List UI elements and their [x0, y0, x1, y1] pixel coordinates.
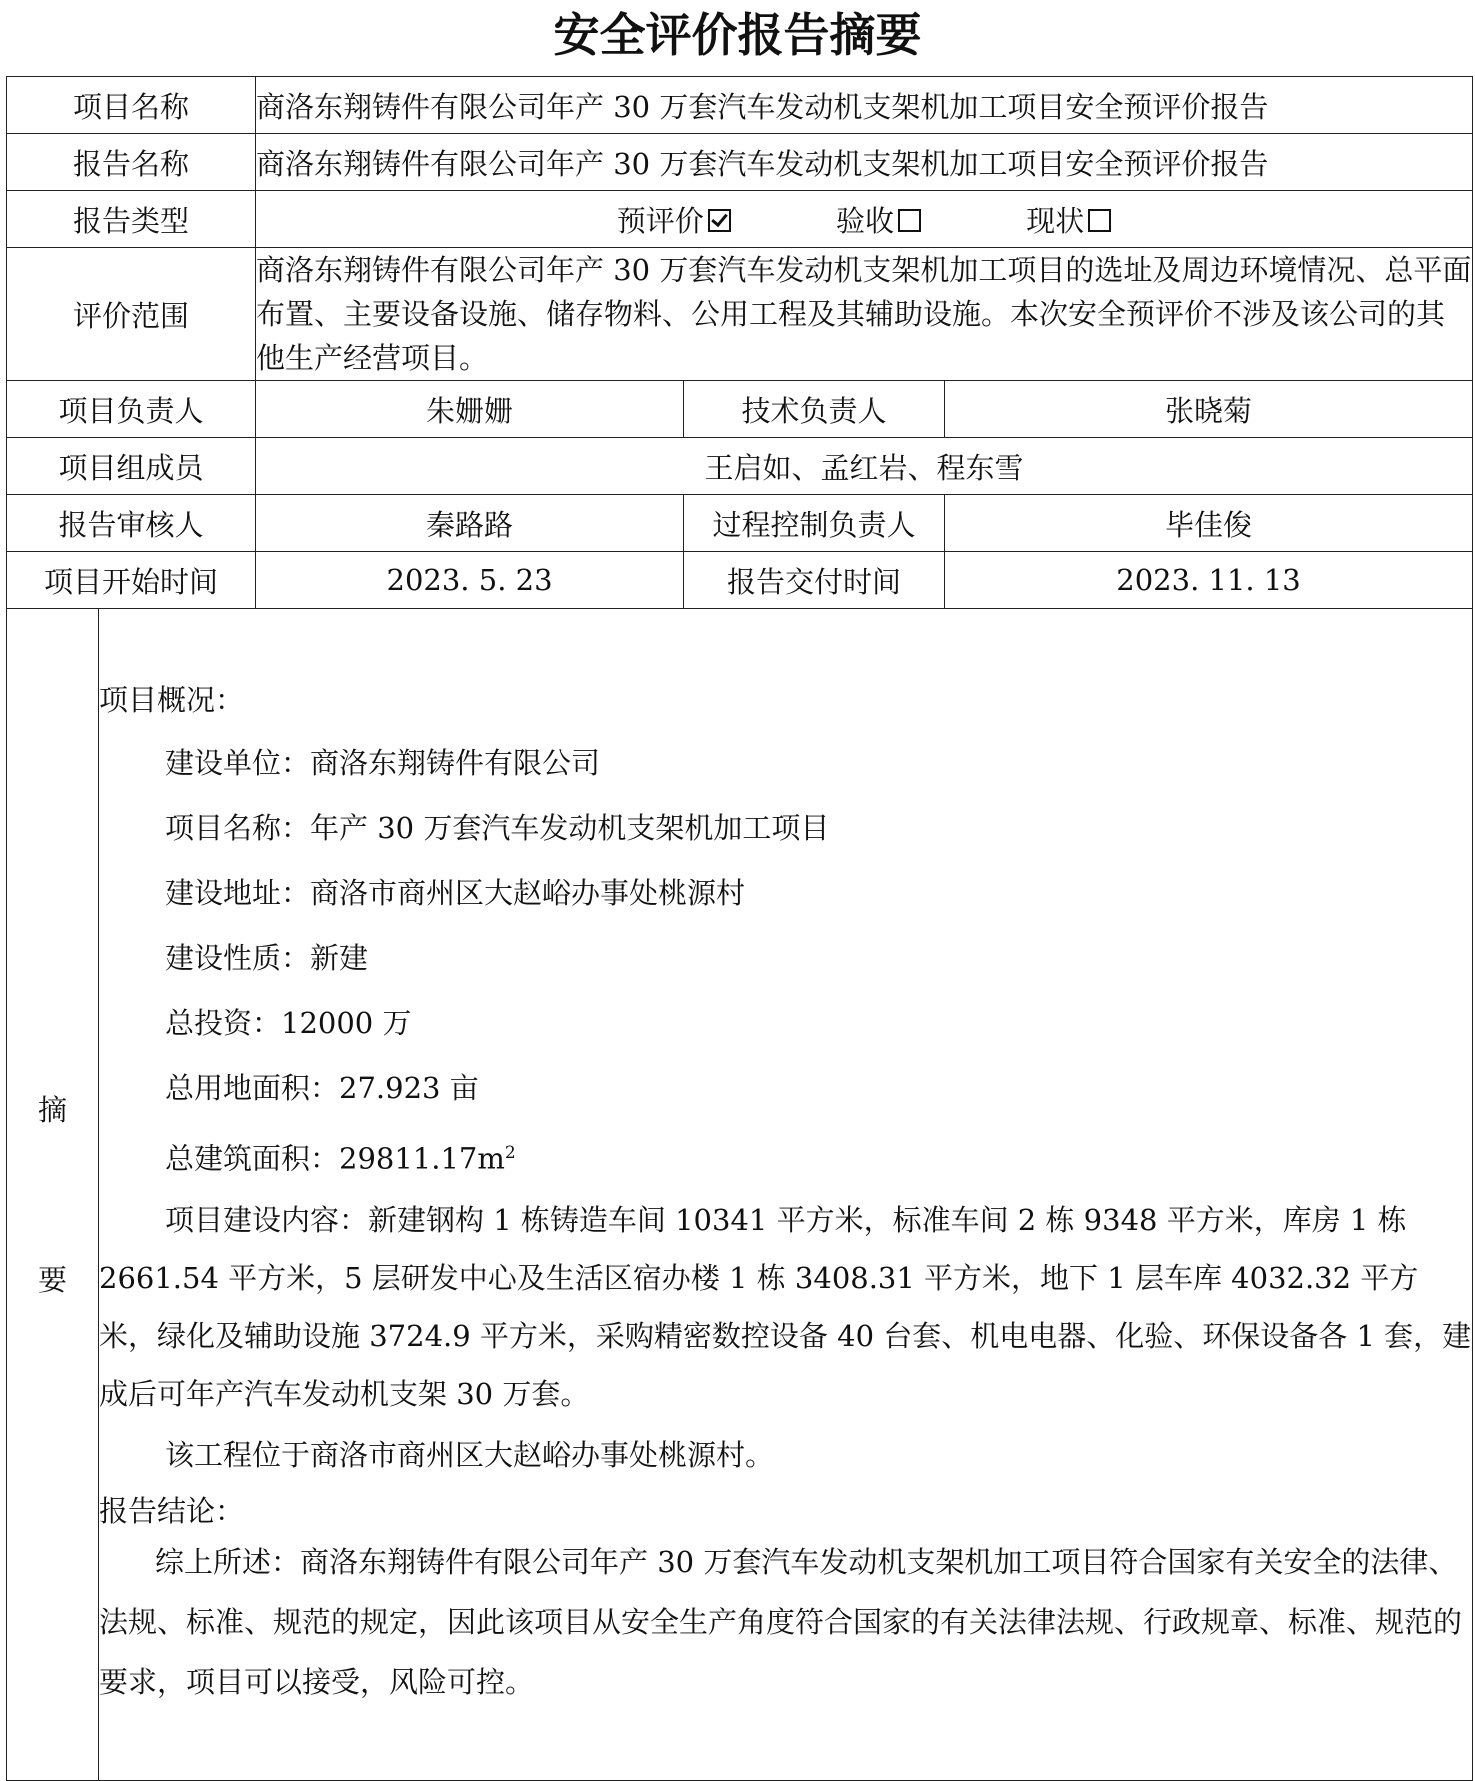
delivery-date-value: 2023. 11. 13 — [945, 552, 1473, 609]
start-date-label: 项目开始时间 — [7, 552, 256, 609]
row-project-name — [7, 77, 1473, 134]
conclusion-heading: 报告结论： — [99, 1494, 245, 1529]
total-building-area-text: 总建筑面积：29811.17m — [165, 1141, 505, 1176]
abstract-side-label — [7, 609, 99, 1781]
row-report-type — [7, 191, 1473, 248]
total-investment: 总投资：12000 万 — [165, 1005, 412, 1040]
project-location: 该工程位于商洛市商州区大赵峪办事处桃源村。 — [165, 1438, 775, 1473]
option-acceptance-label: 验收 — [836, 203, 895, 238]
overview-heading: 项目概况： — [99, 682, 245, 717]
start-date-value: 2023. 5. 23 — [256, 552, 684, 609]
construction-address: 建设地址：商洛市商州区大赵峪办事处桃源村 — [165, 875, 746, 910]
delivery-date-label: 报告交付时间 — [684, 552, 945, 609]
document-title: 安全评价报告摘要 — [553, 8, 922, 62]
project-name-label: 项目名称 — [7, 77, 256, 134]
project-leader-label: 项目负责人 — [7, 381, 256, 438]
process-control-label: 过程控制负责人 — [684, 495, 945, 552]
project-leader-value: 朱姗姗 — [256, 381, 684, 438]
row-reviewer — [7, 495, 1473, 552]
report-name-value: 商洛东翔铸件有限公司年产 30 万套汽车发动机支架机加工项目安全预评价报告 — [256, 134, 1473, 191]
row-members — [7, 438, 1473, 495]
total-building-area — [99, 1121, 1472, 1192]
construction-content: 项目建设内容：新建钢构 1 栋铸造车间 10341 平方米，标准车间 2 栋 9348 平方米，库房 1 栋 2661.54 平方米，5 层研发中心及生活区宿办楼 1 栋 3408.31 平方米，地下 1 层车库 4032.32 平方米，绿化及辅助设施 3724.9 平方米，采购精密数控设备 40 台套、机电电器、化验、环保设备各 1 套，建成后可年产汽车发动机支架 30 万套。 — [99, 1203, 1472, 1412]
checkbox-checked-icon[interactable] — [708, 209, 731, 232]
reviewer-label: 报告审核人 — [7, 495, 256, 552]
tech-leader-value: 张晓菊 — [945, 381, 1473, 438]
reviewer-value: 秦路路 — [256, 495, 684, 552]
conclusion-text: 综上所述：商洛东翔铸件有限公司年产 30 万套汽车发动机支架机加工项目符合国家有关安全的法律、法规、标准、规范的规定，因此该项目从安全生产角度符合国家的有关法律法规、行政规章、标准、规范的要求，项目可以接受，风险可控。 — [99, 1545, 1463, 1700]
total-land-area: 总用地面积：27.923 亩 — [165, 1070, 479, 1105]
scope-label: 评价范围 — [7, 248, 256, 381]
option-pre-evaluation[interactable] — [617, 199, 731, 240]
abstract-side-char-1: 摘 — [37, 1092, 67, 1127]
report-type-label: 报告类型 — [7, 191, 256, 248]
report-type-options — [256, 191, 1473, 248]
abstract-side-char-2: 要 — [37, 1262, 67, 1297]
option-pre-evaluation-label: 预评价 — [616, 203, 704, 238]
project-name-value: 商洛东翔铸件有限公司年产 30 万套汽车发动机支架机加工项目安全预评价报告 — [256, 77, 1473, 134]
row-abstract — [7, 609, 1473, 1781]
area-unit-superscript: 2 — [504, 1142, 516, 1163]
members-label: 项目组成员 — [7, 438, 256, 495]
row-dates — [7, 552, 1473, 609]
tech-leader-label: 技术负责人 — [684, 381, 945, 438]
summary-table — [6, 76, 1473, 1781]
abstract-content — [99, 609, 1473, 1781]
construction-unit: 建设单位：商洛东翔铸件有限公司 — [165, 745, 601, 780]
scope-value: 商洛东翔铸件有限公司年产 30 万套汽车发动机支架机加工项目的选址及周边环境情况、总平面布置、主要设备设施、储存物料、公用工程及其辅助设施。本次安全预评价不涉及该公司的其他生产经营项目。 — [256, 248, 1473, 381]
option-status[interactable] — [1026, 199, 1111, 240]
option-status-label: 现状 — [1026, 203, 1085, 238]
report-name-label: 报告名称 — [7, 134, 256, 191]
project-title: 项目名称：年产 30 万套汽车发动机支架机加工项目 — [165, 810, 830, 845]
row-leaders — [7, 381, 1473, 438]
checkbox-empty-icon[interactable] — [898, 209, 921, 232]
row-report-name — [7, 134, 1473, 191]
members-value: 王启如、孟红岩、程东雪 — [256, 438, 1473, 495]
row-scope — [7, 248, 1473, 381]
construction-nature: 建设性质：新建 — [165, 940, 369, 975]
option-acceptance[interactable] — [836, 199, 921, 240]
process-control-value: 毕佳俊 — [945, 495, 1473, 552]
checkbox-empty-icon[interactable] — [1088, 209, 1111, 232]
